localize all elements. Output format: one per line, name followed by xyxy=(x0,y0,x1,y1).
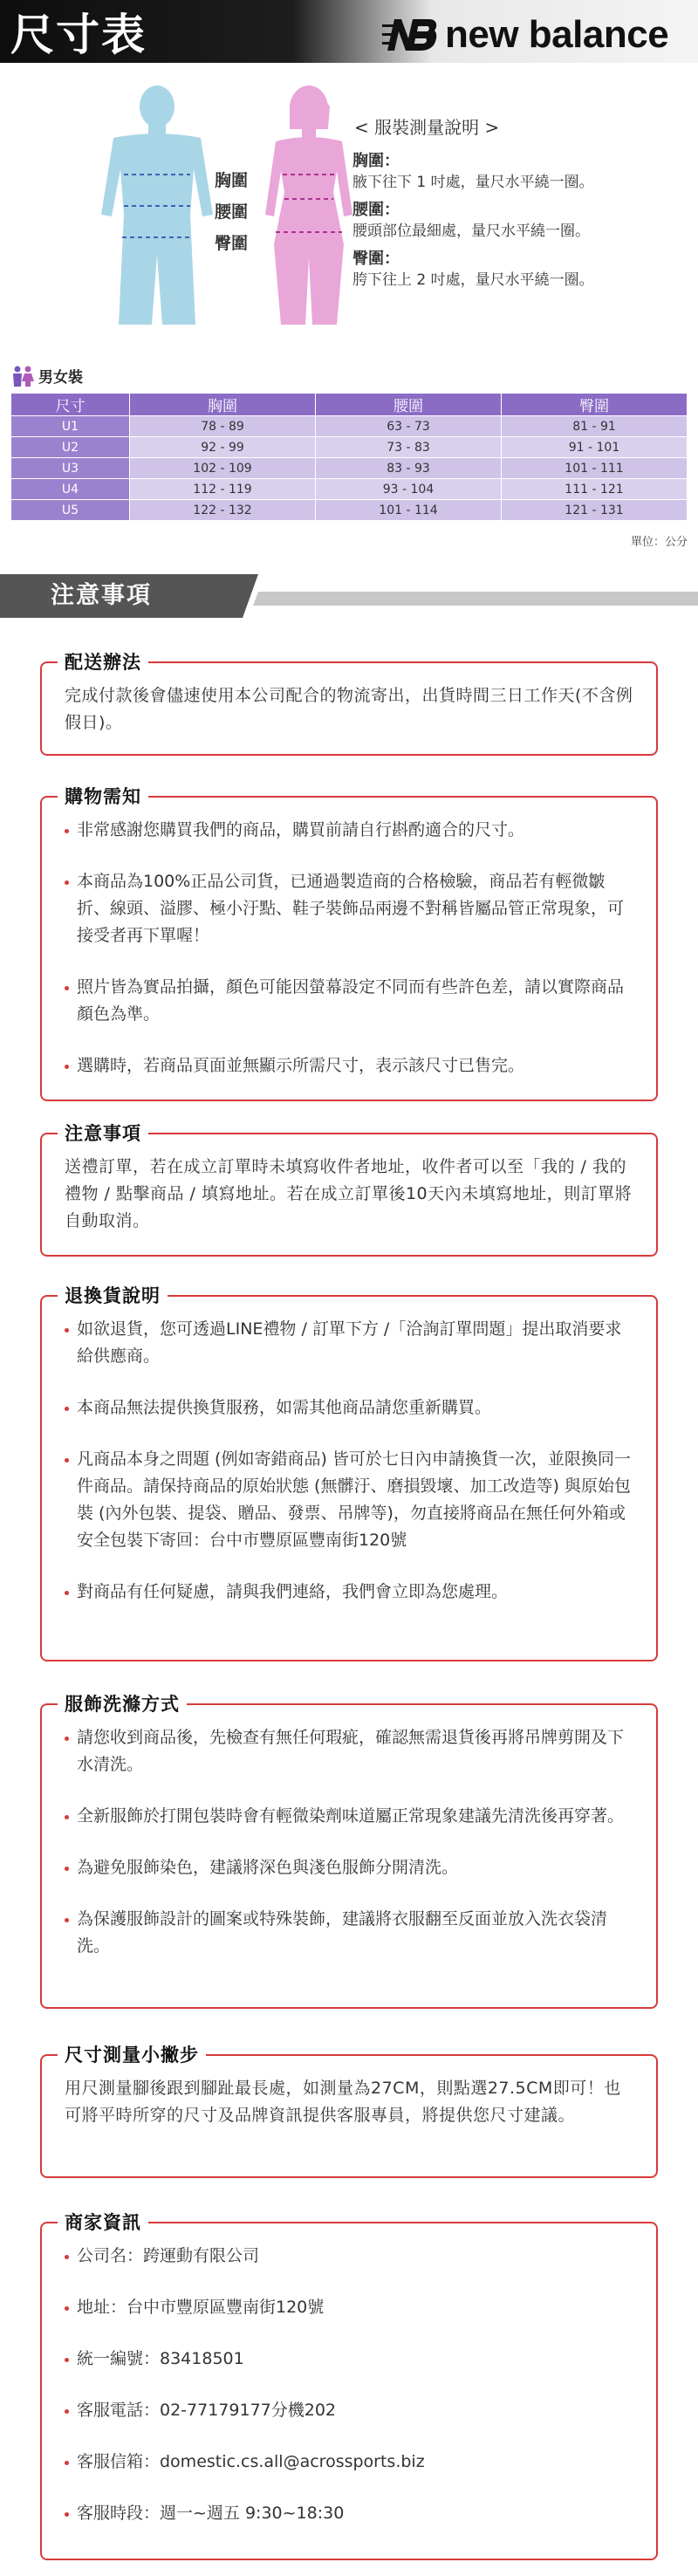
table-cell: 92 - 99 xyxy=(130,437,316,458)
size-table xyxy=(10,393,688,521)
list-item: 選購時，若商品頁面並無顯示所需尺寸，表示該尺寸已售完。 xyxy=(65,1052,633,1079)
foot-measure-box xyxy=(40,2045,658,2178)
measure-item-name: 臀圍： xyxy=(352,250,400,268)
female-body-figure xyxy=(255,84,368,330)
attention-title: 注意事項 xyxy=(58,1122,148,1145)
washing-box xyxy=(40,1694,658,2009)
list-item: 凡商品本身之問題 (例如寄錯商品) 皆可於七日內申請換貨一次，並限換同一件商品。請保持商品的原始狀態 (無髒汙、磨損毀壞、加工改造等) 與原始包裝 (內外包裝、提袋、贈品、發票、吊牌等)，勿直接將商品在無任何外箱或安全包裝下寄回：台中市豐原區豐南街120號 xyxy=(65,1446,633,1554)
table-cell: 63 - 73 xyxy=(316,416,502,437)
table-cell: 122 - 132 xyxy=(130,500,316,521)
merchant-phone: 客服電話：02-77179177分機202 xyxy=(65,2397,633,2424)
table-row xyxy=(11,416,688,437)
column-header: 尺寸 xyxy=(11,394,130,416)
measure-item-name: 胸圍： xyxy=(352,152,400,170)
column-header: 臀圍 xyxy=(502,394,688,416)
table-row xyxy=(11,500,688,521)
hip-label: 臀圍 xyxy=(215,234,249,253)
size-cell: U2 xyxy=(11,437,130,458)
shipping-box xyxy=(40,652,658,756)
size-cell: U5 xyxy=(11,500,130,521)
notice-banner xyxy=(0,574,698,618)
size-cell: U1 xyxy=(11,416,130,437)
foot-measure-text: 用尺測量腳後跟到腳趾最長處，如測量為27CM，則點選27.5CM即可！也可將平時所穿的尺寸及品牌資訊提供客服專員，將提供您尺寸建議。 xyxy=(65,2079,621,2125)
shipping-text: 完成付款後會儘速使用本公司配合的物流寄出，出貨時間三日工作天(不含例假日)。 xyxy=(65,686,633,732)
measure-item-desc: 腋下往下 1 吋處，量尺水平繞一圈。 xyxy=(352,174,594,191)
measure-item xyxy=(352,151,684,193)
attention-text: 送禮訂單，若在成立訂單時未填寫收件者地址，收件者可以至「我的 / 我的禮物 / 點擊商品 / 填寫地址。若在成立訂單後10天內未填寫地址，則訂單將自動取消。 xyxy=(65,1157,633,1230)
table-cell: 111 - 121 xyxy=(502,479,688,500)
returns-title: 退換貨說明 xyxy=(58,1285,168,1307)
measure-item-name: 腰圍： xyxy=(352,201,400,219)
measure-item-desc: 胯下往上 2 吋處，量尺水平繞一圈。 xyxy=(352,271,594,289)
list-item: 如欲退貨，您可透過LINE禮物 / 訂單下方 /「洽詢訂單問題」提出取消要求給供應商。 xyxy=(65,1316,633,1370)
table-cell: 121 - 131 xyxy=(502,500,688,521)
chest-label: 胸圍 xyxy=(215,171,249,190)
table-cell: 83 - 93 xyxy=(316,458,502,479)
merchant-address: 地址：台中市豐原區豐南街120號 xyxy=(65,2294,633,2321)
purchase-list xyxy=(42,798,656,1095)
table-header-row xyxy=(11,394,688,416)
body-figures xyxy=(87,84,366,330)
list-item: 為保護服飾設計的圖案或特殊裝飾，建議將衣服翻至反面並放入洗衣袋清洗。 xyxy=(65,1906,633,1960)
waist-label: 腰圍 xyxy=(215,202,249,222)
brand-name: new balance xyxy=(445,13,669,56)
measure-item xyxy=(352,249,684,291)
list-item: 本商品為100%正品公司貨，已通過製造商的合格檢驗，商品若有輕微皺折、線頭、溢膠、極小汙點、鞋子裝飾品兩邊不對稱皆屬品管正常現象，可接受者再下單喔！ xyxy=(65,868,633,949)
notice-title: 注意事項 xyxy=(51,582,152,609)
returns-box xyxy=(40,1285,658,1661)
table-cell: 112 - 119 xyxy=(130,479,316,500)
table-cell: 101 - 111 xyxy=(502,458,688,479)
column-header: 胸圍 xyxy=(130,394,316,416)
table-cell: 101 - 114 xyxy=(316,500,502,521)
merchant-tax-id: 統一編號：83418501 xyxy=(65,2346,633,2373)
washing-list xyxy=(42,1705,656,1976)
column-header: 腰圍 xyxy=(316,394,502,416)
purchase-title: 購物需知 xyxy=(58,785,148,808)
table-cell: 73 - 83 xyxy=(316,437,502,458)
men-women-icon xyxy=(10,366,35,387)
attention-box xyxy=(40,1123,658,1257)
purchase-box xyxy=(40,786,658,1101)
table-row xyxy=(11,458,688,479)
size-table-caption xyxy=(10,365,83,387)
list-item: 全新服飾於打開包裝時會有輕微染劑味道屬正常現象建議先清洗後再穿著。 xyxy=(65,1803,633,1830)
measure-item xyxy=(352,200,684,242)
measure-guide-title: < 服裝測量說明 > xyxy=(354,117,500,138)
unit-note: 單位：公分 xyxy=(630,536,688,549)
size-table-caption-text: 男女裝 xyxy=(38,369,83,387)
table-cell: 91 - 101 xyxy=(502,437,688,458)
measure-guide xyxy=(352,113,684,298)
merchant-list xyxy=(42,2223,656,2543)
returns-list xyxy=(42,1297,656,1621)
table-cell: 102 - 109 xyxy=(130,458,316,479)
list-item: 為避免服飾染色，建議將深色與淺色服飾分開清洗。 xyxy=(65,1854,633,1881)
nb-monogram-icon xyxy=(382,17,438,52)
list-item: 非常感謝您購買我們的商品，購買前請自行斟酌適合的尺寸。 xyxy=(65,817,633,844)
list-item: 照片皆為實品拍攝，顏色可能因螢幕設定不同而有些許色差，請以實際商品顏色為準。 xyxy=(65,974,633,1028)
brand-logo xyxy=(382,13,669,56)
table-row xyxy=(11,479,688,500)
page-title: 尺寸表 xyxy=(10,10,147,60)
washing-title: 服飾洗滌方式 xyxy=(58,1693,187,1716)
size-cell: U3 xyxy=(11,458,130,479)
list-item: 本商品無法提供換貨服務，如需其他商品請您重新購買。 xyxy=(65,1394,633,1422)
table-row xyxy=(11,437,688,458)
measure-item-desc: 腰頭部位最細處，量尺水平繞一圈。 xyxy=(352,223,590,240)
table-cell: 81 - 91 xyxy=(502,416,688,437)
male-body-figure xyxy=(87,84,218,330)
list-item: 對商品有任何疑慮，請與我們連絡，我們會立即為您處理。 xyxy=(65,1579,633,1606)
merchant-hours: 客服時段：週一~週五 9:30~18:30 xyxy=(65,2500,633,2527)
merchant-box xyxy=(40,2212,658,2560)
shipping-title: 配送辦法 xyxy=(58,651,148,674)
size-cell: U4 xyxy=(11,479,130,500)
merchant-company: 公司名：跨運動有限公司 xyxy=(65,2243,633,2270)
merchant-title: 商家資訊 xyxy=(58,2211,148,2234)
table-cell: 78 - 89 xyxy=(130,416,316,437)
merchant-email[interactable]: 客服信箱：domestic.cs.all@acrossports.biz xyxy=(65,2449,633,2476)
table-cell: 93 - 104 xyxy=(316,479,502,500)
list-item: 請您收到商品後，先檢查有無任何瑕疵，確認無需退貨後再將吊牌剪開及下水清洗。 xyxy=(65,1724,633,1778)
foot-measure-title: 尺寸測量小撇步 xyxy=(58,2044,206,2066)
top-header xyxy=(0,0,698,72)
